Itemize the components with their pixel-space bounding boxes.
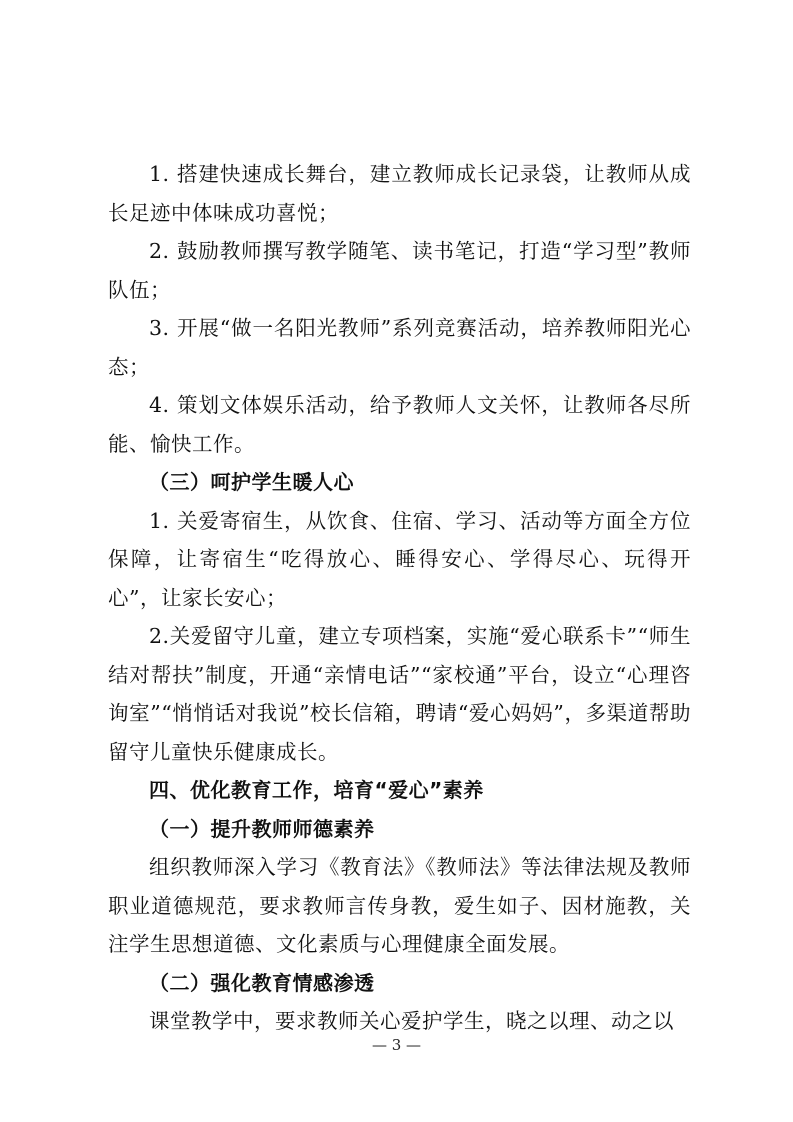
page-content: [108, 155, 691, 1041]
paragraph-left-behind-children: 2.关爱留守儿童，建立专项档案，实施“爱心联系卡”“师生结对帮扶”制度，开通“亲情电话”“家校通”平台，设立“心理咨询室”“悄悄话对我说”校长信箱，聘请“爱心妈妈”，多渠道帮助留守儿童快乐健康成长。: [108, 624, 691, 764]
paragraph-item-3: 3. 开展“做一名阳光教师”系列竞赛活动，培养教师阳光心态；: [108, 316, 691, 379]
paragraph-item-4: 4. 策划文体娱乐活动，给予教师人文关怀，让教师各尽所能、愉快工作。: [108, 393, 691, 456]
paragraph-item-2: 2. 鼓励教师撰写教学随笔、读书笔记，打造“学习型”教师队伍；: [108, 239, 691, 302]
paragraph-teacher-ethics: 组织教师深入学习《教育法》《教师法》等法律法规及教师职业道德规范，要求教师言传身教，爱生如子、因材施教，关注学生思想道德、文化素质与心理健康全面发展。: [108, 855, 691, 956]
paragraph-classroom-teaching: 课堂教学中，要求教师关心爱护学生，晓之以理、动之以: [149, 1009, 674, 1033]
section-subheading-1: （一）提升教师师德素养: [149, 816, 375, 841]
section-heading-4: 四、优化教育工作，培育“爱心”素养: [149, 778, 484, 802]
page-number: — 3 —: [371, 1036, 422, 1054]
section-subheading-3: （三）呵护学生暖人心: [149, 470, 354, 494]
paragraph-item-1: 1. 搭建快速成长舞台，建立教师成长记录袋，让教师从成长足迹中体味成功喜悦；: [108, 162, 691, 225]
section-subheading-2: （二）强化教育情感渗透: [149, 970, 375, 995]
paragraph-boarding-students: 1. 关爱寄宿生，从饮食、住宿、学习、活动等方面全方位保障，让寄宿生“吃得放心、睡得安心、学得尽心、玩得开心”，让家长安心；: [108, 508, 691, 610]
